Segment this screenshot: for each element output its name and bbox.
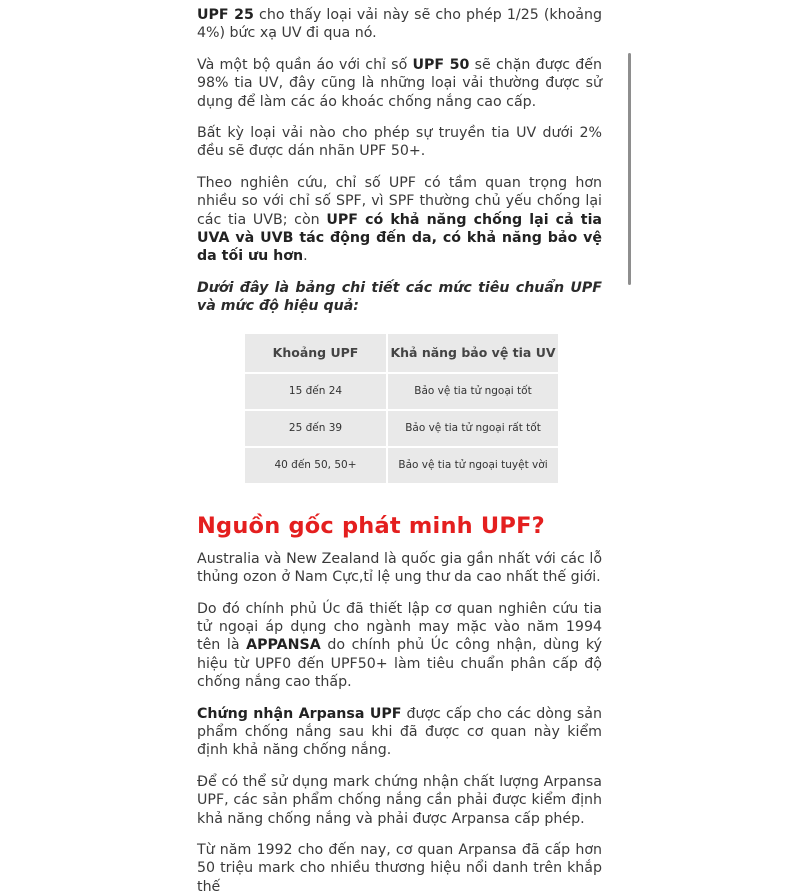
- paragraph-appansa: [197, 600, 602, 692]
- upf-table-wrapper: [243, 332, 602, 485]
- paragraph-text: Do đó chính phủ Úc đã thiết lập cơ quan nghiên cứu tia tử ngoại áp dụng cho ngành may mặc vào năm 1994 tên là: [197, 600, 602, 654]
- table-cell: Bảo vệ tia tử ngoại tốt: [388, 374, 558, 409]
- paragraph-text: cho thấy loại vải này sẽ cho phép 1/25 (khoảng 4%) bức xạ UV đi qua nó.: [197, 7, 603, 42]
- paragraph-text: .: [303, 248, 308, 265]
- paragraph-upf50: [197, 56, 602, 111]
- scrollbar-thumb[interactable]: [628, 53, 631, 285]
- bold-text: UPF 25: [197, 7, 254, 23]
- bold-text: UPF 50: [412, 56, 470, 73]
- bold-text: APPANSA: [246, 637, 321, 654]
- section-heading: Nguồn gốc phát minh UPF?: [197, 512, 545, 539]
- paragraph-upf-vs-spf: [197, 174, 602, 266]
- table-intro: Dưới đây là bảng chi tiết các mức tiêu chuẩn UPF và mức độ hiệu quả:: [197, 279, 602, 315]
- table-cell: 40 đến 50, 50+: [245, 448, 386, 483]
- table-row: [245, 374, 558, 409]
- paragraph-text: được cấp cho các dòng sản phẩm chống nắng sau khi đã được cơ quan này kiểm định khả năng chống nắng.: [197, 705, 602, 759]
- bold-text: UPF có khả năng chống lại cả tia UVA và UVB tác động đến da, có khả năng bảo vệ da tối ưu hơn: [197, 211, 603, 265]
- paragraph-arpansa-mark: Để có thể sử dụng mark chứng nhận chất lượng Arpansa UPF, các sản phẩm chống nắng cần phải được kiểm định khả năng chống nắng và phải được Arpansa cấp phép.: [197, 773, 602, 827]
- paragraph-upf25: [197, 6, 602, 43]
- article-body: [197, 0, 602, 896]
- upf-table: [243, 332, 560, 485]
- paragraph-arpansa-cert: [197, 705, 602, 760]
- paragraph-upf50plus: Bất kỳ loại vải nào cho phép sự truyền tia UV dưới 2% đều sẽ được dán nhãn UPF 50+.: [197, 125, 602, 160]
- table-cell: 15 đến 24: [245, 374, 386, 409]
- bold-text: Chứng nhận Arpansa UPF: [197, 705, 402, 722]
- paragraph-text: Và một bộ quần áo với chỉ số: [197, 56, 413, 73]
- table-cell: Bảo vệ tia tử ngoại rất tốt: [388, 411, 558, 446]
- table-header-cell: Khoảng UPF: [245, 334, 386, 372]
- paragraph-text: do chính phủ Úc công nhận, dùng ký hiệu từ UPF0 đến UPF50+ làm tiêu chuẩn phân cấp độ chống nắng cao thấp.: [197, 637, 602, 691]
- table-header-row: [245, 334, 558, 372]
- paragraph-australia: Australia và New Zealand là quốc gia gần nhất với các lỗ thủng ozon ở Nam Cực,tỉ lệ ung thư da cao nhất thế giới.: [197, 550, 602, 586]
- paragraph-text: sẽ chặn được đến 98% tia UV, đây cũng là những loại vải thường được sử dụng để làm các áo khoác chống nắng cao cấp.: [197, 56, 603, 110]
- table-cell: Bảo vệ tia tử ngoại tuyệt vời: [388, 448, 558, 483]
- paragraph-arpansa-history: Từ năm 1992 cho đến nay, cơ quan Arpansa đã cấp hơn 50 triệu mark cho nhiều thương hiệu nổi danh trên khắp thế: [197, 841, 602, 895]
- table-cell: 25 đến 39: [245, 411, 386, 446]
- table-row: [245, 411, 558, 446]
- table-header-cell: Khả năng bảo vệ tia UV: [388, 334, 558, 372]
- table-row: [245, 448, 558, 483]
- paragraph-text: Theo nghiên cứu, chỉ số UPF có tầm quan trọng hơn nhiều so với chỉ số SPF, vì SPF thường chủ yếu chống lại các tia UVB; còn: [197, 174, 602, 228]
